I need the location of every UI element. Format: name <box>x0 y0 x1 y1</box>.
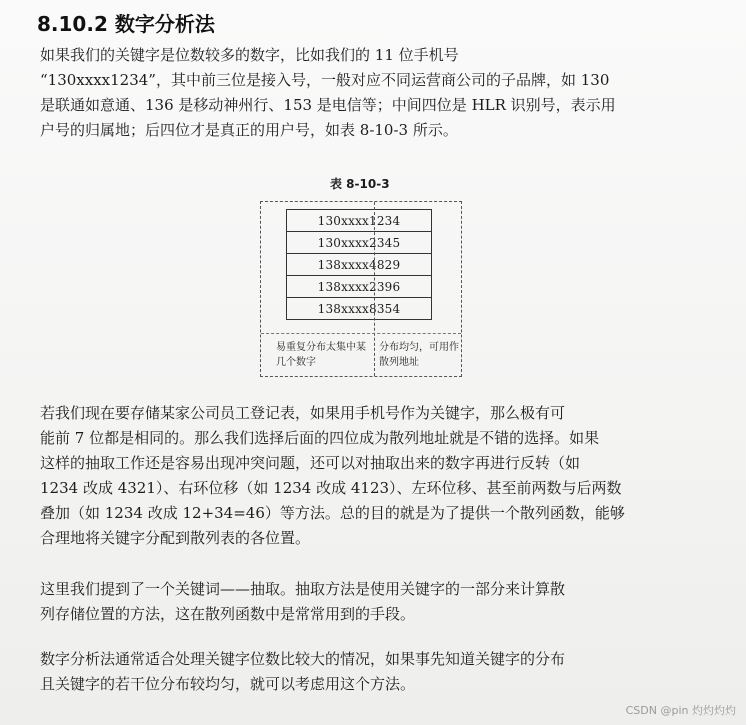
table-row <box>287 254 432 276</box>
paragraph-1-line: 户号的归属地；后四位才是真正的用户号，如表 8-10-3 所示。 <box>40 121 458 139</box>
figure-caption: 表 8-10-3 <box>330 177 390 191</box>
table-cell: 130xxxx1234 <box>287 210 432 232</box>
paragraph-3 <box>40 577 690 627</box>
paragraph-2-line: 能前 7 位都是相同的。那么我们选择后面的四位成为散列地址就是不错的选择。如果 <box>40 429 600 447</box>
table-cell: 138xxxx4829 <box>287 254 432 276</box>
figure-separator <box>261 333 461 334</box>
paragraph-2-line: 这样的抽取工作还是容易出现冲突问题，还可以对抽取出来的数字再进行反转（如 <box>40 454 581 472</box>
table-cell: 130xxxx2345 <box>287 232 432 254</box>
paragraph-3-line: 列存储位置的方法，这在散列函数中是常常用到的手段。 <box>40 605 416 623</box>
phone-number-table <box>286 209 432 320</box>
table-row <box>287 276 432 298</box>
figure-right-note: 分布均匀，可用作散列地址 <box>379 342 459 368</box>
paragraph-1-line: 如果我们的关键字是位数较多的数字，比如我们的 11 位手机号 <box>40 46 459 64</box>
paragraph-4-line: 且关键字的若干位分布较均匀，就可以考虑用这个方法。 <box>40 675 416 693</box>
paragraph-1-line: 是联通如意通、136 是移动神州行、153 是电信等；中间四位是 HLR 识别号，表示用 <box>40 96 616 114</box>
section-title: 8.10.2 数字分析法 <box>37 12 215 36</box>
paragraph-2-line: 合理地将关键字分配到散列表的各位置。 <box>40 529 311 547</box>
phone-number-figure <box>260 201 462 377</box>
paragraph-2-line: 叠加（如 1234 改成 12+34=46）等方法。总的目的就是为了提供一个散列函数，能够 <box>40 504 625 522</box>
paragraph-4-line: 数字分析法通常适合处理关键字位数比较大的情况，如果事先知道关键字的分布 <box>40 650 566 668</box>
table-row <box>287 210 432 232</box>
figure-left-note: 易重复分布太集中某几个数字 <box>276 342 366 368</box>
table-cell: 138xxxx8354 <box>287 298 432 320</box>
table-row <box>287 298 432 320</box>
figure-split-line <box>374 202 375 376</box>
watermark: CSDN @pin 灼灼灼灼 <box>625 704 736 717</box>
paragraph-1 <box>40 43 690 143</box>
table-row <box>287 232 432 254</box>
paragraph-2-line: 若我们现在要存储某家公司员工登记表，如果用手机号作为关键字，那么极有可 <box>40 404 566 422</box>
paragraph-3-line: 这里我们提到了一个关键词——抽取。抽取方法是使用关键字的一部分来计算散 <box>40 580 566 598</box>
paragraph-1-line: “130xxxx1234”，其中前三位是接入号，一般对应不同运营商公司的子品牌，如 130 <box>40 71 610 89</box>
paragraph-2 <box>40 401 690 551</box>
paragraph-2-line: 1234 改成 4321）、右环位移（如 1234 改成 4123）、左环位移、甚至前两数与后两数 <box>40 479 622 497</box>
paragraph-4 <box>40 647 690 697</box>
table-cell: 138xxxx2396 <box>287 276 432 298</box>
